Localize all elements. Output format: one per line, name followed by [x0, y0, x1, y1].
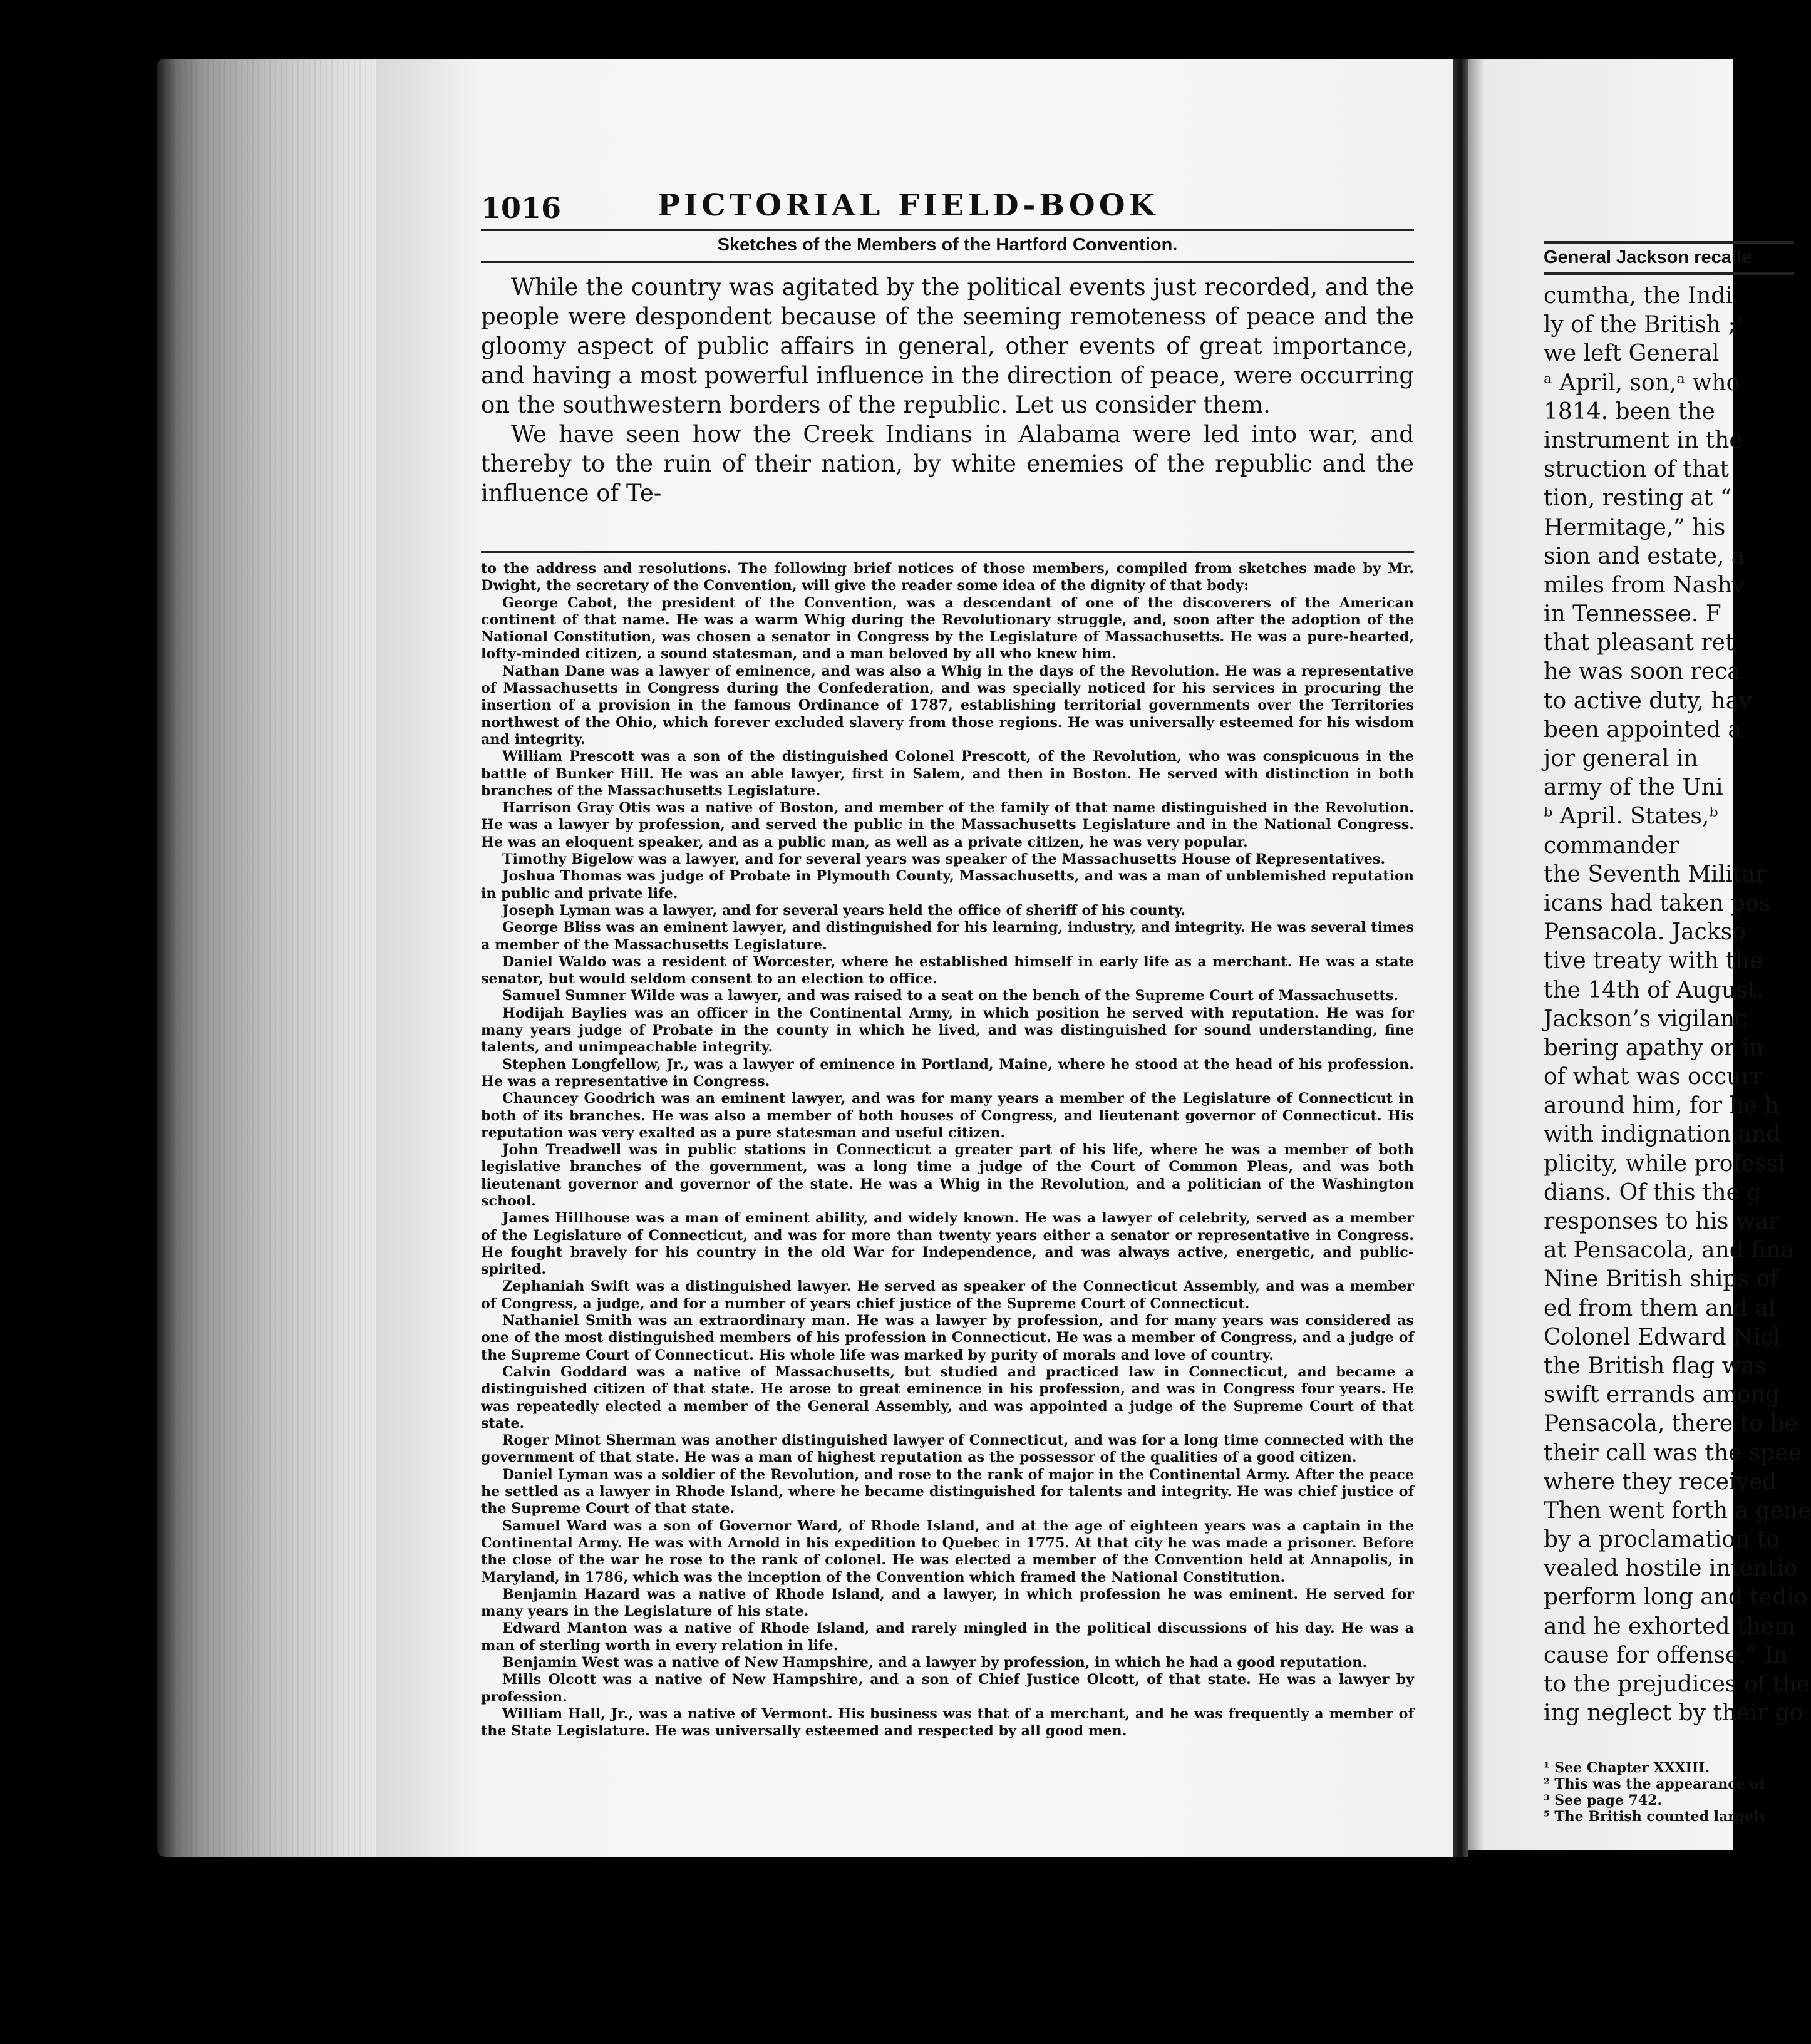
- member-sketch: Samuel Sumner Wilde was a lawyer, and was raised to a seat on the bench of the Supreme Court of Massachusetts.: [502, 988, 1398, 1004]
- member-sketch: Zephaniah Swift was a distinguished lawyer. He served as speaker of the Connecticut Assembly, and was a member of Congress, a judge, and for a number of years chief justice of the Supreme Court of Connecticut.: [481, 1278, 1414, 1312]
- right-page: [1468, 59, 1811, 1850]
- right-text-line: tive treaty with the: [1544, 948, 1763, 974]
- book-page-edges: [157, 59, 395, 1857]
- member-sketch: Roger Minot Sherman was another distinguished lawyer of Connecticut, and was for a long time connected with the government of that state. He was a man of highest reputation as the possessor of the qualities of a good citizen.: [481, 1432, 1414, 1466]
- right-text-line: by a proclamation to: [1544, 1527, 1780, 1553]
- member-sketch: Chauncey Goodrich was an eminent lawyer, and was for many years a member of the Legislature of Connecticut in both of its branches. He was also a member of both houses of Congress, and lieutenant governor of Connecticut. His reputation was very exalted as a pure statesman and useful citizen.: [481, 1090, 1414, 1141]
- right-text-line: commander: [1544, 832, 1679, 859]
- right-text-line: Hermitage,” his: [1544, 514, 1726, 540]
- member-sketch: John Treadwell was in public stations in Connecticut a greater part of his life, where he was a member of both legislative branches of the government, was a long time a judge of the Court of Common Pleas, and was both lieutenant governor and governor of the state. He was a Whig in the Revolution, and a politician of the Washington school.: [481, 1142, 1414, 1209]
- footnote-sketches: [481, 560, 1414, 1740]
- right-text-line: 1814. been the: [1544, 398, 1715, 425]
- right-text-line: plicity, while professi: [1544, 1150, 1785, 1177]
- member-sketch: Daniel Lyman was a soldier of the Revolution, and rose to the rank of major in the Continental Army. After the peace he settled as a lawyer in Rhode Island, where he became distinguished for talents and integrity. He was chief justice of the Supreme Court of that state.: [481, 1466, 1414, 1517]
- right-text-line: responses to his war: [1544, 1209, 1780, 1234]
- member-sketch: Daniel Waldo was a resident of Worcester, where he established himself in early life as a merchant. He was a state senator, but would seldom consent to an election to office.: [481, 953, 1414, 988]
- right-text-line: of what was occurr: [1544, 1064, 1763, 1090]
- right-text-line: ly of the British ;¹: [1544, 312, 1745, 338]
- right-text-line: swift errands among: [1544, 1382, 1780, 1408]
- right-text-line: Colonel Edward Nicl: [1544, 1324, 1780, 1350]
- main-text: [481, 272, 1414, 508]
- right-text-line: where they received: [1544, 1468, 1777, 1495]
- section-heading: Sketches of the Members of the Hartford Convention.: [717, 235, 1178, 255]
- right-text-line: ᵇ April. States,ᵇ: [1544, 803, 1718, 830]
- header-rule: [481, 229, 1414, 231]
- member-sketch: Joshua Thomas was judge of Probate in Plymouth County, Massachusetts, and was a man of unblemished reputation in public and private life.: [481, 868, 1414, 902]
- page-number: 1016: [481, 191, 562, 225]
- member-sketch: Nathan Dane was a lawyer of eminence, and was also a Whig in the days of the Revolution. He was a representative of Massachusetts in Congress during the Confederation, and was specially noticed for his services in procuring the insertion of a provision in the famous Ordinance of 1787, establishing territorial governments over the Territories northwest of the Ohio, which forever excluded slavery from those regions. He was universally esteemed for his wisdom and integrity.: [481, 663, 1414, 748]
- right-text-line: in Tennessee. F: [1544, 601, 1721, 627]
- right-text-line: we left General: [1544, 341, 1720, 367]
- right-text-line: the Seventh Militar: [1544, 861, 1766, 887]
- header-rule-lower: [481, 261, 1414, 263]
- right-text-line: bering apathy or in: [1544, 1035, 1764, 1061]
- right-text-line: vealed hostile intentio: [1544, 1556, 1798, 1582]
- main-paragraph: While the country was agitated by the political events just recorded, and the people were despondent because of the seeming remoteness of peace and the gloomy aspect of public affairs in general, other events of great importance, and having a most powerful influence in the direction of peace, were occurring on the southwestern borders of the republic. Let us consider them.: [481, 274, 1414, 418]
- right-text-line: icans had taken pos: [1544, 890, 1771, 916]
- member-sketch: Calvin Goddard was a native of Massachusetts, but studied and practiced law in Connecticut, and became a distinguished citizen of that state. He arose to great eminence in his profession, and was in Congress four years. He was repeatedly elected a member of the General Assembly, and was appointed a judge of the Supreme Court of that state.: [481, 1363, 1414, 1432]
- right-text-line: he was soon reca: [1544, 659, 1741, 685]
- right-text-line: cause for offense.” In: [1544, 1642, 1788, 1668]
- footnote-rule: [481, 551, 1414, 553]
- right-footnote: ² This was the appearance of: [1544, 1776, 1765, 1792]
- left-page: [376, 59, 1453, 1857]
- right-footnote: ¹ See Chapter XXXIII.: [1544, 1760, 1710, 1776]
- footnote-paragraph: to the address and resolutions. The following brief notices of those members, compiled from sketches made by Mr. Dwight, the secretary of the Convention, will give the reader some idea of the dignity of that body:: [481, 560, 1414, 594]
- member-sketch: William Prescott was a son of the distinguished Colonel Prescott, of the Revolution, who was conspicuous in the battle of Bunker Hill. He was an able lawyer, first in Salem, and then in Boston. He served with distinction in both branches of the Massachusetts Legislature.: [481, 748, 1414, 799]
- right-text-line: tion, resting at “: [1544, 485, 1732, 512]
- right-text-line: Nine British ships of: [1544, 1266, 1778, 1293]
- right-page-footnotes: [1544, 1760, 1807, 1825]
- right-section-heading: General Jackson recalle: [1544, 247, 1752, 267]
- member-sketch: Timothy Bigelow was a lawyer, and for several years was speaker of the Massachusetts House of Representatives.: [502, 851, 1386, 868]
- member-sketch: Benjamin Hazard was a native of Rhode Island, and a lawyer, in which profession he was eminent. He served for many years in the Legislature of his state.: [481, 1586, 1414, 1620]
- right-text-line: jor general in: [1544, 746, 1698, 772]
- right-footnote: ³ See page 742.: [1544, 1792, 1663, 1809]
- member-sketch: James Hillhouse was a man of eminent ability, and widely known. He was a lawyer of celebrity, served as a member of the Legislature of Connecticut, and was for more than twenty years either a senator or representative in Congress. He fought bravely for his country in the old War for Independence, and was always active, energetic, and public-spirited.: [481, 1210, 1414, 1278]
- member-sketch: Mills Olcott was a native of New Hampshire, and a son of Chief Justice Olcott, of that state. He was a lawyer by profession.: [481, 1671, 1414, 1705]
- member-sketch: Nathaniel Smith was an extraordinary man. He was a lawyer by profession, and for many years was considered as one of the most distinguished members of his profession in Connecticut. He was a member of Congress, and a judge of the Supreme Court of Connecticut. His whole life was marked by purity of morals and love of country.: [481, 1313, 1414, 1363]
- right-text-line: and he exhorted them: [1544, 1613, 1796, 1639]
- right-page-text: [1544, 282, 1811, 1728]
- member-sketch: George Bliss was an eminent lawyer, and distinguished for his learning, industry, and integrity. He was several times a member of the Massachusetts Legislature.: [481, 919, 1414, 953]
- right-text-line: Pensacola. Jackso: [1544, 919, 1746, 946]
- right-text-line: been appointed a: [1544, 716, 1741, 743]
- right-footnote: ⁵ The British counted largely: [1544, 1809, 1767, 1825]
- right-text-line: Jackson’s vigilanc: [1544, 1006, 1748, 1032]
- right-text-line: with indignation and: [1544, 1122, 1781, 1148]
- member-sketch: George Cabot, the president of the Convention, was a descendant of one of the discoverers of the American continent of that name. He was a warm Whig during the Revolutionary struggle, and, soon after the adoption of the National Constitution, was chosen a senator in Congress by the Legislature of Massachusetts. He was a pure-hearted, lofty-minded citizen, a sound statesman, and a man beloved by all who knew him.: [481, 594, 1414, 663]
- member-sketch: Harrison Gray Otis was a native of Boston, and member of the family of that name distinguished in the Revolution. He was a lawyer by profession, and served the public in the Massachusetts Legislature and in the National Congress. He was an eloquent speaker, and as a public man, as well as a private citizen, he was very popular.: [481, 800, 1414, 850]
- member-sketch: Joseph Lyman was a lawyer, and for several years held the office of sheriff of his county.: [502, 902, 1186, 919]
- right-text-line: that pleasant ret: [1544, 630, 1735, 656]
- right-text-line: miles from Nashv: [1544, 572, 1745, 598]
- member-sketch: Benjamin West was a native of New Hampshire, and a lawyer by profession, in which he had a good reputation.: [502, 1654, 1368, 1671]
- right-text-line: around him, for he h: [1544, 1093, 1779, 1119]
- right-header-rule: [1544, 241, 1794, 244]
- right-text-line: dians. Of this the g: [1544, 1179, 1762, 1205]
- right-text-line: Pensacola, there to be: [1544, 1411, 1798, 1437]
- right-text-line: cumtha, the Indi: [1544, 283, 1733, 309]
- right-text-line: their call was the spee: [1544, 1440, 1802, 1466]
- right-text-line: instrument in the: [1544, 427, 1743, 453]
- right-text-line: army of the Uni: [1544, 775, 1723, 801]
- running-title: PICTORIAL FIELD-BOOK: [657, 188, 1159, 223]
- member-sketch: Samuel Ward was a son of Governor Ward, of Rhode Island, and at the age of eighteen years was a captain in the Continental Army. He was with Arnold in his expedition to Quebec in 1775. At that city he was made a prisoner. Before the close of the war he rose to the rank of colonel. He was elected a member of the Convention held at Annapolis, in Maryland, in 1786, which was the inception of the Convention which framed the National Constitution.: [481, 1517, 1414, 1586]
- right-text-line: ing neglect by their go: [1544, 1700, 1803, 1727]
- right-text-line: ed from them and al: [1544, 1295, 1776, 1321]
- member-sketch: William Hall, Jr., was a native of Vermont. His business was that of a merchant, and he was frequently a member of the State Legislature. He was universally esteemed and respected by all good men.: [481, 1705, 1414, 1740]
- right-text-line: ᵃ April, son,ᵃ who: [1544, 369, 1740, 396]
- right-text-line: to active duty, hav: [1544, 688, 1752, 714]
- book-gutter: [1453, 59, 1468, 1857]
- member-sketch: Stephen Longfellow, Jr., was a lawyer of eminence in Portland, Maine, where he stood at the head of his profession. He was a representative in Congress.: [481, 1056, 1414, 1090]
- main-paragraph: We have seen how the Creek Indians in Alabama were led into war, and thereby to the ruin of their nation, by white enemies of the republic and the influence of Te-: [481, 421, 1414, 507]
- member-sketch: Hodijah Baylies was an officer in the Continental Army, in which position he served with reputation. He was for many years judge of Probate in the county in which he lived, and was distinguished for sound understanding, fine talents, and unimpeachable integrity.: [481, 1004, 1414, 1056]
- right-text-line: to the prejudices of the: [1544, 1671, 1810, 1697]
- right-text-line: the British flag was: [1544, 1353, 1767, 1379]
- right-text-line: perform long and tedio: [1544, 1584, 1808, 1611]
- member-sketch: Edward Manton was a native of Rhode Island, and rarely mingled in the political discussions of his day. He was a man of sterling worth in every relation in life.: [481, 1620, 1414, 1654]
- right-text-line: sion and estate, a: [1544, 543, 1745, 569]
- right-header-rule-lower: [1544, 272, 1794, 275]
- right-text-line: Then went forth a gene: [1544, 1497, 1811, 1524]
- right-text-line: struction of that: [1544, 457, 1729, 483]
- right-text-line: at Pensacola, and fina: [1544, 1237, 1794, 1264]
- right-text-line: the 14th of August.: [1544, 977, 1764, 1003]
